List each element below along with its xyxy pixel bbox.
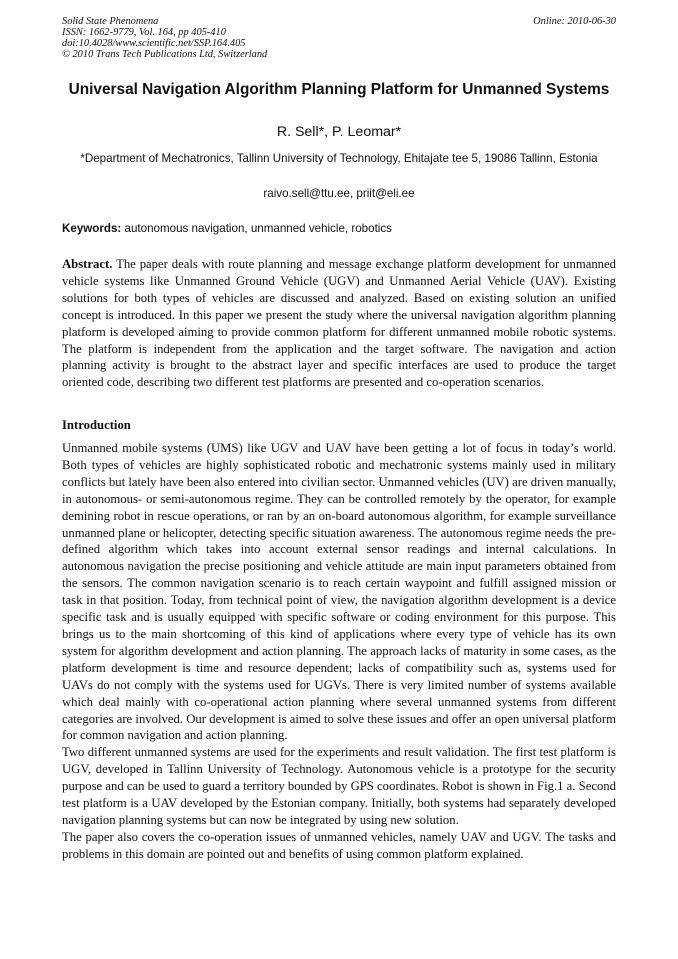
journal-header: [62, 16, 267, 60]
journal-name: Solid State Phenomena: [62, 16, 159, 27]
paper-title: Universal Navigation Algorithm Planning Platform for Unmanned Systems: [68, 81, 610, 98]
introduction-body: [62, 440, 616, 863]
abstract-label: Abstract.: [62, 257, 113, 271]
online-date: Online: 2010-06-30: [533, 16, 616, 27]
author-emails: raivo.sell@ttu.ee, priit@eli.ee: [263, 187, 415, 200]
intro-paragraph-1: Unmanned mobile systems (UMS) like UGV and UAV have been getting a lot of focus in today’s world. Both types of vehicles are highly sophisticated robotic and mechatronic systems mainly used in military conflicts but lately have been also entered into civilian sector. Unmanned vehicles (UV) are driven manually, in autonomous- or semi-autonomous regime. They can be controlled remotely by the operator, for example demining robot in rescue operations, or ran by an on-board autonomous algorithm, for example surveillance unmanned plane or helicopter, detecting specific situation awareness. The autonomous regime needs the pre-defined algorithm which takes into account external sensor readings and internal calculations. In autonomous navigation the precise positioning and vehicle attitude are main input parameters obtained from the sensors. The common navigation scenario is to reach certain waypoint and fulfill assigned mission or task in that position. Today, from technical point of view, the navigation algorithm development is a device specific task and is usually equipped with specific software or coding environment for this purpose. This brings us to the main shortcoming of this kind of applications where every type of vehicle has its own system for algorithm development and action planning. The approach lacks of maturity in some cases, as the platform development is time and resource dependent; lacks of compatibility such as, systems used for UAVs do not comply with the systems used for UGVs. There is very limited number of systems available which deal mainly with co-operational action planning where several unmanned systems from different categories are involved. Our development is aimed to solve these issues and offer an open universal platform for common navigation and action planning.: [62, 441, 616, 743]
keywords: [62, 222, 616, 236]
journal-doi: doi:10.4028/www.scientific.net/SSP.164.405: [62, 38, 246, 49]
keywords-label: Keywords:: [62, 222, 122, 235]
keywords-text: autonomous navigation, unmanned vehicle, robotics: [121, 222, 392, 235]
journal-issn: ISSN: 1662-9779, Vol. 164, pp 405-410: [62, 27, 226, 38]
introduction-heading: Introduction: [62, 418, 131, 432]
abstract-text: The paper deals with route planning and message exchange platform development for unmanned vehicle systems like Unmanned Ground Vehicle (UGV) and Unmanned Aerial Vehicle (UAV). Existing solutions for both types of vehicles are discussed and analyzed. Based on existing solution an unified concept is introduced. In this paper we present the study where the universal navigation algorithm planning platform is developed aiming to provide common platform for different unmanned mobile robotic systems. The platform is independent from the application and the target software. The navigation and action planning activity is brought to the abstract layer and specific interfaces are used to produce the target oriented code, describing two different test platforms are presented and co-operation scenarios.: [62, 257, 616, 390]
journal-copyright: © 2010 Trans Tech Publications Ltd, Switzerland: [62, 49, 268, 60]
paper-affiliation: *Department of Mechatronics, Tallinn University of Technology, Ehitajate tee 5, 19086 Tallinn, Estonia: [80, 152, 598, 165]
abstract: [62, 256, 616, 391]
paper-authors: R. Sell*, P. Leomar*: [276, 124, 402, 140]
intro-paragraph-3: The paper also covers the co-operation issues of unmanned vehicles, namely UAV and UGV. The tasks and problems in this domain are pointed out and benefits of using common platform explained.: [62, 829, 616, 861]
intro-paragraph-2: Two different unmanned systems are used for the experiments and result validation. The first test platform is UGV, developed in Tallinn University of Technology. Autonomous vehicle is a prototype for the security purpose and can be used to guard a territory bounded by GPS coordinates. Robot is shown in Fig.1 a. Second test platform is a UAV developed by the Estonian company. Initially, both systems had separately developed navigation planning systems but can now be integrated by using new solution.: [62, 745, 616, 827]
